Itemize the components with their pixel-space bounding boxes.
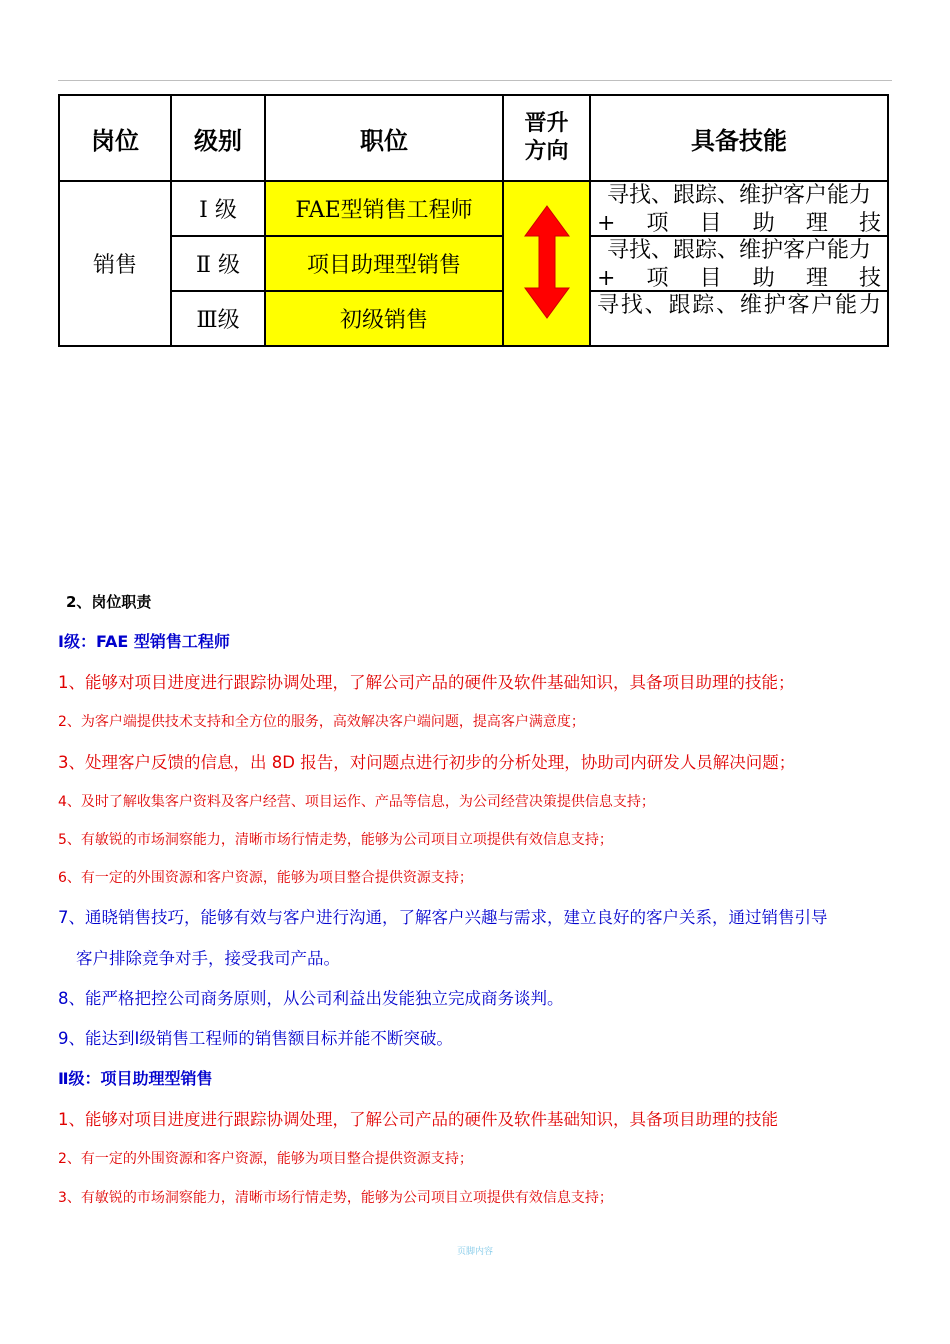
list-item: 6、有一定的外围资源和客户资源，能够为项目整合提供资源支持； [58,870,473,886]
position-cell: 项目助理型销售 [265,236,503,291]
table-row [59,181,888,236]
list-item: 3、有敏锐的市场洞察能力，清晰市场行情走势，能够为公司项目立项提供有效信息支持； [58,1190,613,1206]
double-arrow-icon [517,202,577,322]
position-cell: FAE型销售工程师 [265,181,503,236]
list-item: 5、有敏锐的市场洞察能力，清晰市场行情走势，能够为公司项目立项提供有效信息支持； [58,832,613,848]
list-item: 3、处理客户反馈的信息，出 8D 报告，对问题点进行初步的分析处理，协助司内研发人员解决问题； [58,753,796,772]
header-promotion-line1: 晋升 [524,111,569,136]
skills-text: 寻找、跟踪、维护客户能力 [597,293,881,318]
level-cell: Ⅱ 级 [171,236,265,291]
list-item: 4、及时了解收集客户资料及客户经营、项目运作、产品等信息，为公司经营决策提供信息支持； [58,794,655,810]
position-cell: 初级销售 [265,291,503,346]
list-item: 2、为客户端提供技术支持和全方位的服务，高效解决客户端问题，提高客户满意度； [58,714,585,730]
job-level-table [58,94,889,347]
list-item-continuation: 客户排除竞争对手，接受我司产品。 [76,949,340,968]
level-cell: Ⅰ 级 [171,181,265,236]
promotion-arrow-cell [503,181,590,346]
list-item: 8、能严格把控公司商务原则，从公司利益出发能独立完成商务谈判。 [58,989,564,1008]
section-title: 2、岗位职责 [66,593,152,611]
header-position: 职位 [265,95,503,181]
skills-cell [590,181,888,236]
header-post: 岗位 [59,95,171,181]
header-skills: 具备技能 [590,95,888,181]
list-item: 9、能达到Ⅰ级销售工程师的销售额目标并能不断突破。 [58,1029,453,1048]
department-cell: 销售 [59,181,171,346]
header-level: 级别 [171,95,265,181]
level-cell: Ⅲ级 [171,291,265,346]
list-item: 7、通晓销售技巧，能够有效与客户进行沟通，了解客户兴趣与需求，建立良好的客户关系，通过销售引导 [58,908,828,927]
level2-title: Ⅱ级：项目助理型销售 [58,1069,213,1088]
header-promotion [503,95,590,181]
table-header-row [59,95,888,181]
header-rule [58,80,892,81]
header-promotion-line2: 方向 [524,139,569,164]
skills-text: 寻找、跟踪、维护客户能力+项目助理技 [597,183,881,235]
skills-cell [590,291,888,346]
page-footer: 页脚内容 [456,1247,493,1257]
list-item: 1、能够对项目进度进行跟踪协调处理，了解公司产品的硬件及软件基础知识，具备项目助理的技能 [58,1110,778,1129]
list-item: 2、有一定的外围资源和客户资源，能够为项目整合提供资源支持； [58,1151,473,1167]
skills-text: 寻找、跟踪、维护客户能力+项目助理技 [597,238,881,290]
list-item: 1、能够对项目进度进行跟踪协调处理，了解公司产品的硬件及软件基础知识，具备项目助理的技能； [58,673,795,692]
level1-title: Ⅰ级：FAE 型销售工程师 [58,632,230,651]
skills-cell [590,236,888,291]
table-row [59,236,888,291]
table-row [59,291,888,346]
